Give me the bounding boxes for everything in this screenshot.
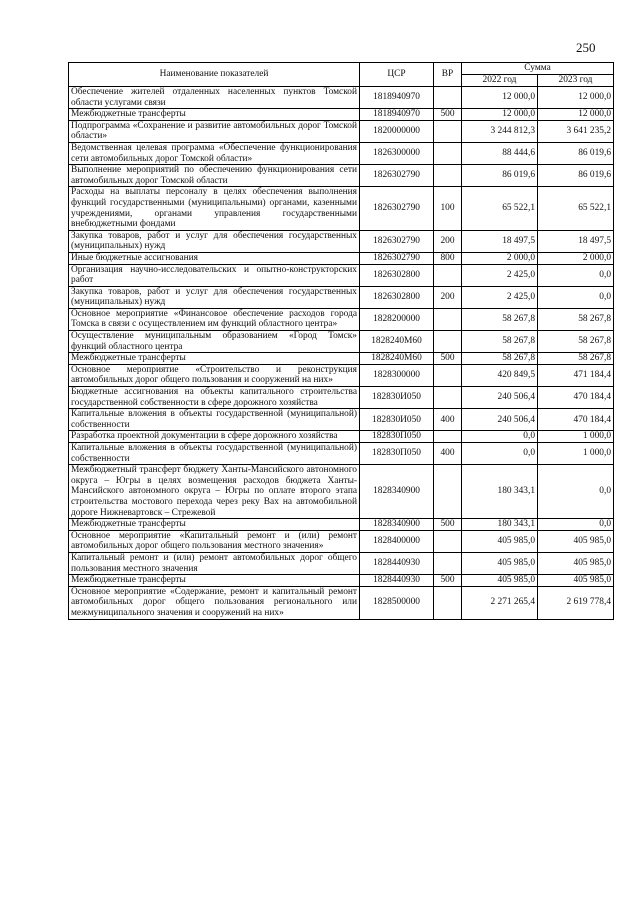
- header-code: ЦСР: [360, 63, 434, 87]
- row-name: Капитальные вложения в объекты государственной (муниципальной) собственности: [69, 443, 360, 465]
- row-sum-2022: 12 000,0: [462, 87, 538, 109]
- row-name: Выполнение мероприятий по обеспечению функционирования сети автомобильных дорог Томской области: [69, 165, 360, 187]
- row-vr: [434, 465, 462, 519]
- row-sum-2023: 12 000,0: [538, 87, 614, 109]
- row-name: Закупка товаров, работ и услуг для обеспечения государственных (муниципальных) нужд: [69, 286, 360, 308]
- row-name: Подпрограмма «Сохранение и развитие автомобильных дорог Томской области»: [69, 120, 360, 142]
- row-sum-2023: 405 985,0: [538, 552, 614, 574]
- table-row: [69, 552, 614, 574]
- row-name: Межбюджетный трансферт бюджету Ханты-Мансийского автономного округа – Югры в целях возмещения расходов бюджета Ханты-Мансийского автономного округа – Югры по оплате второго этапа строительства мостового перехода через реку Вах на автомобильной дороге Нижневартовск – Стрежевой: [69, 465, 360, 519]
- row-sum-2022: 2 000,0: [462, 252, 538, 264]
- row-code: 1828440930: [360, 575, 434, 587]
- row-sum-2023: 86 019,6: [538, 165, 614, 187]
- row-sum-2022: 420 849,5: [462, 364, 538, 386]
- row-sum-2022: 86 019,6: [462, 165, 538, 187]
- row-sum-2023: 3 641 235,2: [538, 120, 614, 142]
- row-sum-2022: 58 267,8: [462, 331, 538, 353]
- row-code: 1828500000: [360, 586, 434, 619]
- row-code: 1828200000: [360, 308, 434, 330]
- row-sum-2022: 0,0: [462, 443, 538, 465]
- row-vr: [434, 120, 462, 142]
- row-name: Межбюджетные трансферты: [69, 575, 360, 587]
- row-sum-2022: 180 343,1: [462, 465, 538, 519]
- header-vr: ВР: [434, 63, 462, 87]
- table-row: [69, 308, 614, 330]
- table-row: [69, 286, 614, 308]
- row-vr: [434, 87, 462, 109]
- table-row: [69, 364, 614, 386]
- row-name: Организация научно-исследовательских и опытно-конструкторских работ: [69, 264, 360, 286]
- row-sum-2022: 58 267,8: [462, 353, 538, 365]
- table-row: [69, 331, 614, 353]
- row-sum-2023: 65 522,1: [538, 187, 614, 230]
- table-row: [69, 187, 614, 230]
- header-year-2022: 2022 год: [462, 75, 538, 87]
- row-code: 1828440930: [360, 552, 434, 574]
- row-code: 1826302800: [360, 286, 434, 308]
- row-name: Осуществление муниципальным образованием «Город Томск» функций областного центра: [69, 331, 360, 353]
- row-name: Ведомственная целевая программа «Обеспечение функционирования сети автомобильных дорог Томской области»: [69, 142, 360, 164]
- table-row: [69, 575, 614, 587]
- row-vr: 800: [434, 252, 462, 264]
- row-sum-2022: 240 506,4: [462, 409, 538, 431]
- row-sum-2023: 0,0: [538, 465, 614, 519]
- row-sum-2023: 0,0: [538, 286, 614, 308]
- table-row: [69, 353, 614, 365]
- row-code: 1828240М60: [360, 331, 434, 353]
- row-code: 1828300000: [360, 364, 434, 386]
- row-sum-2023: 0,0: [538, 264, 614, 286]
- row-vr: [434, 165, 462, 187]
- row-sum-2022: 405 985,0: [462, 530, 538, 552]
- row-name: Закупка товаров, работ и услуг для обеспечения государственных (муниципальных) нужд: [69, 230, 360, 252]
- table-row: [69, 120, 614, 142]
- row-code: 1826302790: [360, 187, 434, 230]
- row-name: Основное мероприятие «Строительство и реконструкция автомобильных дорог общего пользования и сооружений на них»: [69, 364, 360, 386]
- row-sum-2022: 0,0: [462, 431, 538, 443]
- row-vr: [434, 552, 462, 574]
- row-sum-2022: 65 522,1: [462, 187, 538, 230]
- page-number: 250: [576, 40, 596, 55]
- table-header: [69, 63, 614, 87]
- table-row: [69, 230, 614, 252]
- row-vr: 500: [434, 519, 462, 531]
- row-vr: [434, 308, 462, 330]
- row-vr: [434, 364, 462, 386]
- table-row: [69, 142, 614, 164]
- row-name: Основное мероприятие «Содержание, ремонт и капитальный ремонт автомобильных дорог общего пользования регионального или межмуниципального значения и сооружений на них»: [69, 586, 360, 619]
- row-code: 1826302790: [360, 230, 434, 252]
- row-code: 1828340900: [360, 519, 434, 531]
- header-year-2023: 2023 год: [538, 75, 614, 87]
- row-vr: 200: [434, 230, 462, 252]
- row-name: Бюджетные ассигнования на объекты капитального строительства государственной собственности в сфере дорожного хозяйства: [69, 387, 360, 409]
- row-sum-2022: 18 497,5: [462, 230, 538, 252]
- row-sum-2023: 86 019,6: [538, 142, 614, 164]
- row-code: 182830П050: [360, 443, 434, 465]
- row-sum-2023: 12 000,0: [538, 109, 614, 121]
- row-sum-2023: 58 267,8: [538, 353, 614, 365]
- row-name: Капитальные вложения в объекты государственной (муниципальной) собственности: [69, 409, 360, 431]
- row-sum-2022: 88 444,6: [462, 142, 538, 164]
- row-vr: 500: [434, 353, 462, 365]
- row-sum-2022: 2 425,0: [462, 264, 538, 286]
- row-sum-2023: 405 985,0: [538, 575, 614, 587]
- row-sum-2023: 471 184,4: [538, 364, 614, 386]
- row-sum-2022: 3 244 812,3: [462, 120, 538, 142]
- row-name: Разработка проектной документации в сфере дорожного хозяйства: [69, 431, 360, 443]
- row-sum-2022: 405 985,0: [462, 575, 538, 587]
- row-name: Основное мероприятие «Капитальный ремонт и (или) ремонт автомобильных дорог общего пользования местного значения»: [69, 530, 360, 552]
- row-code: 1820000000: [360, 120, 434, 142]
- row-vr: 500: [434, 109, 462, 121]
- table-row: [69, 586, 614, 619]
- row-code: 1818940970: [360, 87, 434, 109]
- row-name: Обеспечение жителей отдаленных населенных пунктов Томской области услугами связи: [69, 87, 360, 109]
- row-name: Межбюджетные трансферты: [69, 353, 360, 365]
- row-sum-2022: 405 985,0: [462, 552, 538, 574]
- row-vr: 500: [434, 575, 462, 587]
- row-vr: 400: [434, 443, 462, 465]
- row-sum-2023: 1 000,0: [538, 431, 614, 443]
- table-row: [69, 165, 614, 187]
- table-row: [69, 530, 614, 552]
- table-row: [69, 87, 614, 109]
- row-sum-2022: 240 506,4: [462, 387, 538, 409]
- table-row: [69, 252, 614, 264]
- row-code: 1826302790: [360, 165, 434, 187]
- table-row: [69, 443, 614, 465]
- table-row: [69, 264, 614, 286]
- row-sum-2023: 405 985,0: [538, 530, 614, 552]
- table-row: [69, 431, 614, 443]
- row-code: 1826302790: [360, 252, 434, 264]
- row-vr: [434, 387, 462, 409]
- row-vr: 200: [434, 286, 462, 308]
- row-sum-2023: 2 000,0: [538, 252, 614, 264]
- row-vr: [434, 586, 462, 619]
- row-name: Основное мероприятие «Финансовое обеспечение расходов города Томска в связи с осуществлением им функций областного центра»: [69, 308, 360, 330]
- row-vr: 400: [434, 409, 462, 431]
- header-sum: Сумма: [462, 63, 614, 75]
- row-code: 182830И050: [360, 387, 434, 409]
- row-sum-2023: 1 000,0: [538, 443, 614, 465]
- row-name: Межбюджетные трансферты: [69, 519, 360, 531]
- row-code: 1828340900: [360, 465, 434, 519]
- row-code: 182830И050: [360, 409, 434, 431]
- row-vr: [434, 331, 462, 353]
- row-sum-2022: 2 271 265,4: [462, 586, 538, 619]
- row-code: 182830П050: [360, 431, 434, 443]
- header-name: Наименование показателей: [69, 63, 360, 87]
- table-body: [69, 87, 614, 620]
- row-vr: [434, 142, 462, 164]
- row-name: Иные бюджетные ассигнования: [69, 252, 360, 264]
- row-sum-2022: 12 000,0: [462, 109, 538, 121]
- row-code: 1826302800: [360, 264, 434, 286]
- row-sum-2023: 0,0: [538, 519, 614, 531]
- row-name: Капитальный ремонт и (или) ремонт автомобильных дорог общего пользования местного значения: [69, 552, 360, 574]
- row-sum-2023: 2 619 778,4: [538, 586, 614, 619]
- budget-table: [68, 62, 614, 620]
- row-code: 1826300000: [360, 142, 434, 164]
- table-row: [69, 409, 614, 431]
- row-sum-2023: 58 267,8: [538, 331, 614, 353]
- row-name: Межбюджетные трансферты: [69, 109, 360, 121]
- row-sum-2022: 58 267,8: [462, 308, 538, 330]
- row-name: Расходы на выплаты персоналу в целях обеспечения выполнения функций государственными (муниципальными) органами, казенными учреждениями, органами управления государственными внебюджетными фондами: [69, 187, 360, 230]
- table-row: [69, 387, 614, 409]
- row-sum-2023: 58 267,8: [538, 308, 614, 330]
- row-vr: [434, 431, 462, 443]
- row-vr: [434, 530, 462, 552]
- row-code: 1828400000: [360, 530, 434, 552]
- row-sum-2023: 470 184,4: [538, 409, 614, 431]
- row-vr: 100: [434, 187, 462, 230]
- table-row: [69, 109, 614, 121]
- row-code: 1828240М60: [360, 353, 434, 365]
- row-sum-2023: 470 184,4: [538, 387, 614, 409]
- row-code: 1818940970: [360, 109, 434, 121]
- row-sum-2022: 180 343,1: [462, 519, 538, 531]
- row-sum-2022: 2 425,0: [462, 286, 538, 308]
- row-sum-2023: 18 497,5: [538, 230, 614, 252]
- table-row: [69, 465, 614, 519]
- row-vr: [434, 264, 462, 286]
- table-row: [69, 519, 614, 531]
